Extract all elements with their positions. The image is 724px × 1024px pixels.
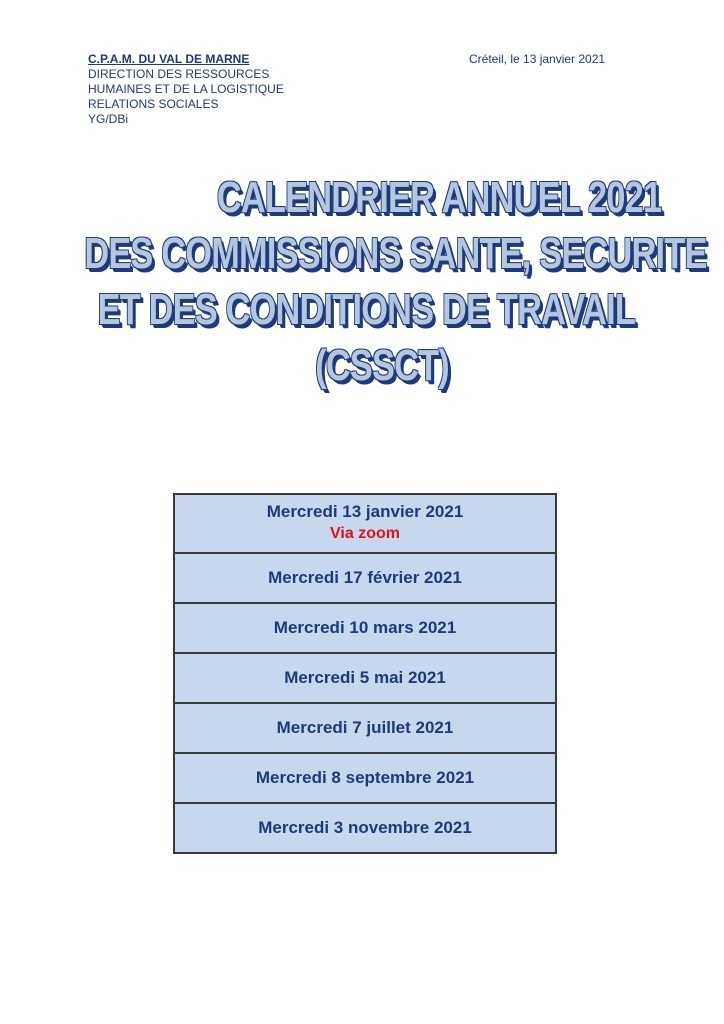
reference-code: YG/DBi xyxy=(88,112,129,126)
table-row xyxy=(174,703,556,753)
title-line: DES COMMISSIONS SANTE, SECURITE xyxy=(84,229,707,278)
meeting-cell xyxy=(174,494,556,553)
title-line: (CSSCT) xyxy=(315,341,449,390)
meeting-note: Via zoom xyxy=(330,525,400,542)
meeting-date: Mercredi 5 mai 2021 xyxy=(174,653,556,703)
department-line: DIRECTION DES RESSOURCES xyxy=(88,67,270,81)
organization-name: C.P.A.M. DU VAL DE MARNE xyxy=(88,52,250,66)
meeting-calendar-table xyxy=(173,493,557,854)
meeting-date: Mercredi 7 juillet 2021 xyxy=(174,703,556,753)
department-line: HUMAINES ET DE LA LOGISTIQUE xyxy=(88,82,284,96)
title-line: CALENDRIER ANNUEL 2021 xyxy=(216,173,662,222)
meeting-date: Mercredi 8 septembre 2021 xyxy=(174,753,556,803)
table-row xyxy=(174,803,556,853)
meeting-date: Mercredi 13 janvier 2021 xyxy=(266,502,464,521)
table-row xyxy=(174,494,556,553)
table-row xyxy=(174,753,556,803)
table-row xyxy=(174,653,556,703)
department-line: RELATIONS SOCIALES xyxy=(88,97,219,111)
meeting-date: Mercredi 3 novembre 2021 xyxy=(174,803,556,853)
table-row xyxy=(174,603,556,653)
table-row xyxy=(174,553,556,603)
document-date: Créteil, le 13 janvier 2021 xyxy=(469,52,606,66)
title-line: ET DES CONDITIONS DE TRAVAIL xyxy=(97,285,636,334)
document-title xyxy=(80,170,707,394)
meeting-date: Mercredi 17 février 2021 xyxy=(174,553,556,603)
sender-block xyxy=(88,52,284,127)
meeting-date: Mercredi 10 mars 2021 xyxy=(174,603,556,653)
